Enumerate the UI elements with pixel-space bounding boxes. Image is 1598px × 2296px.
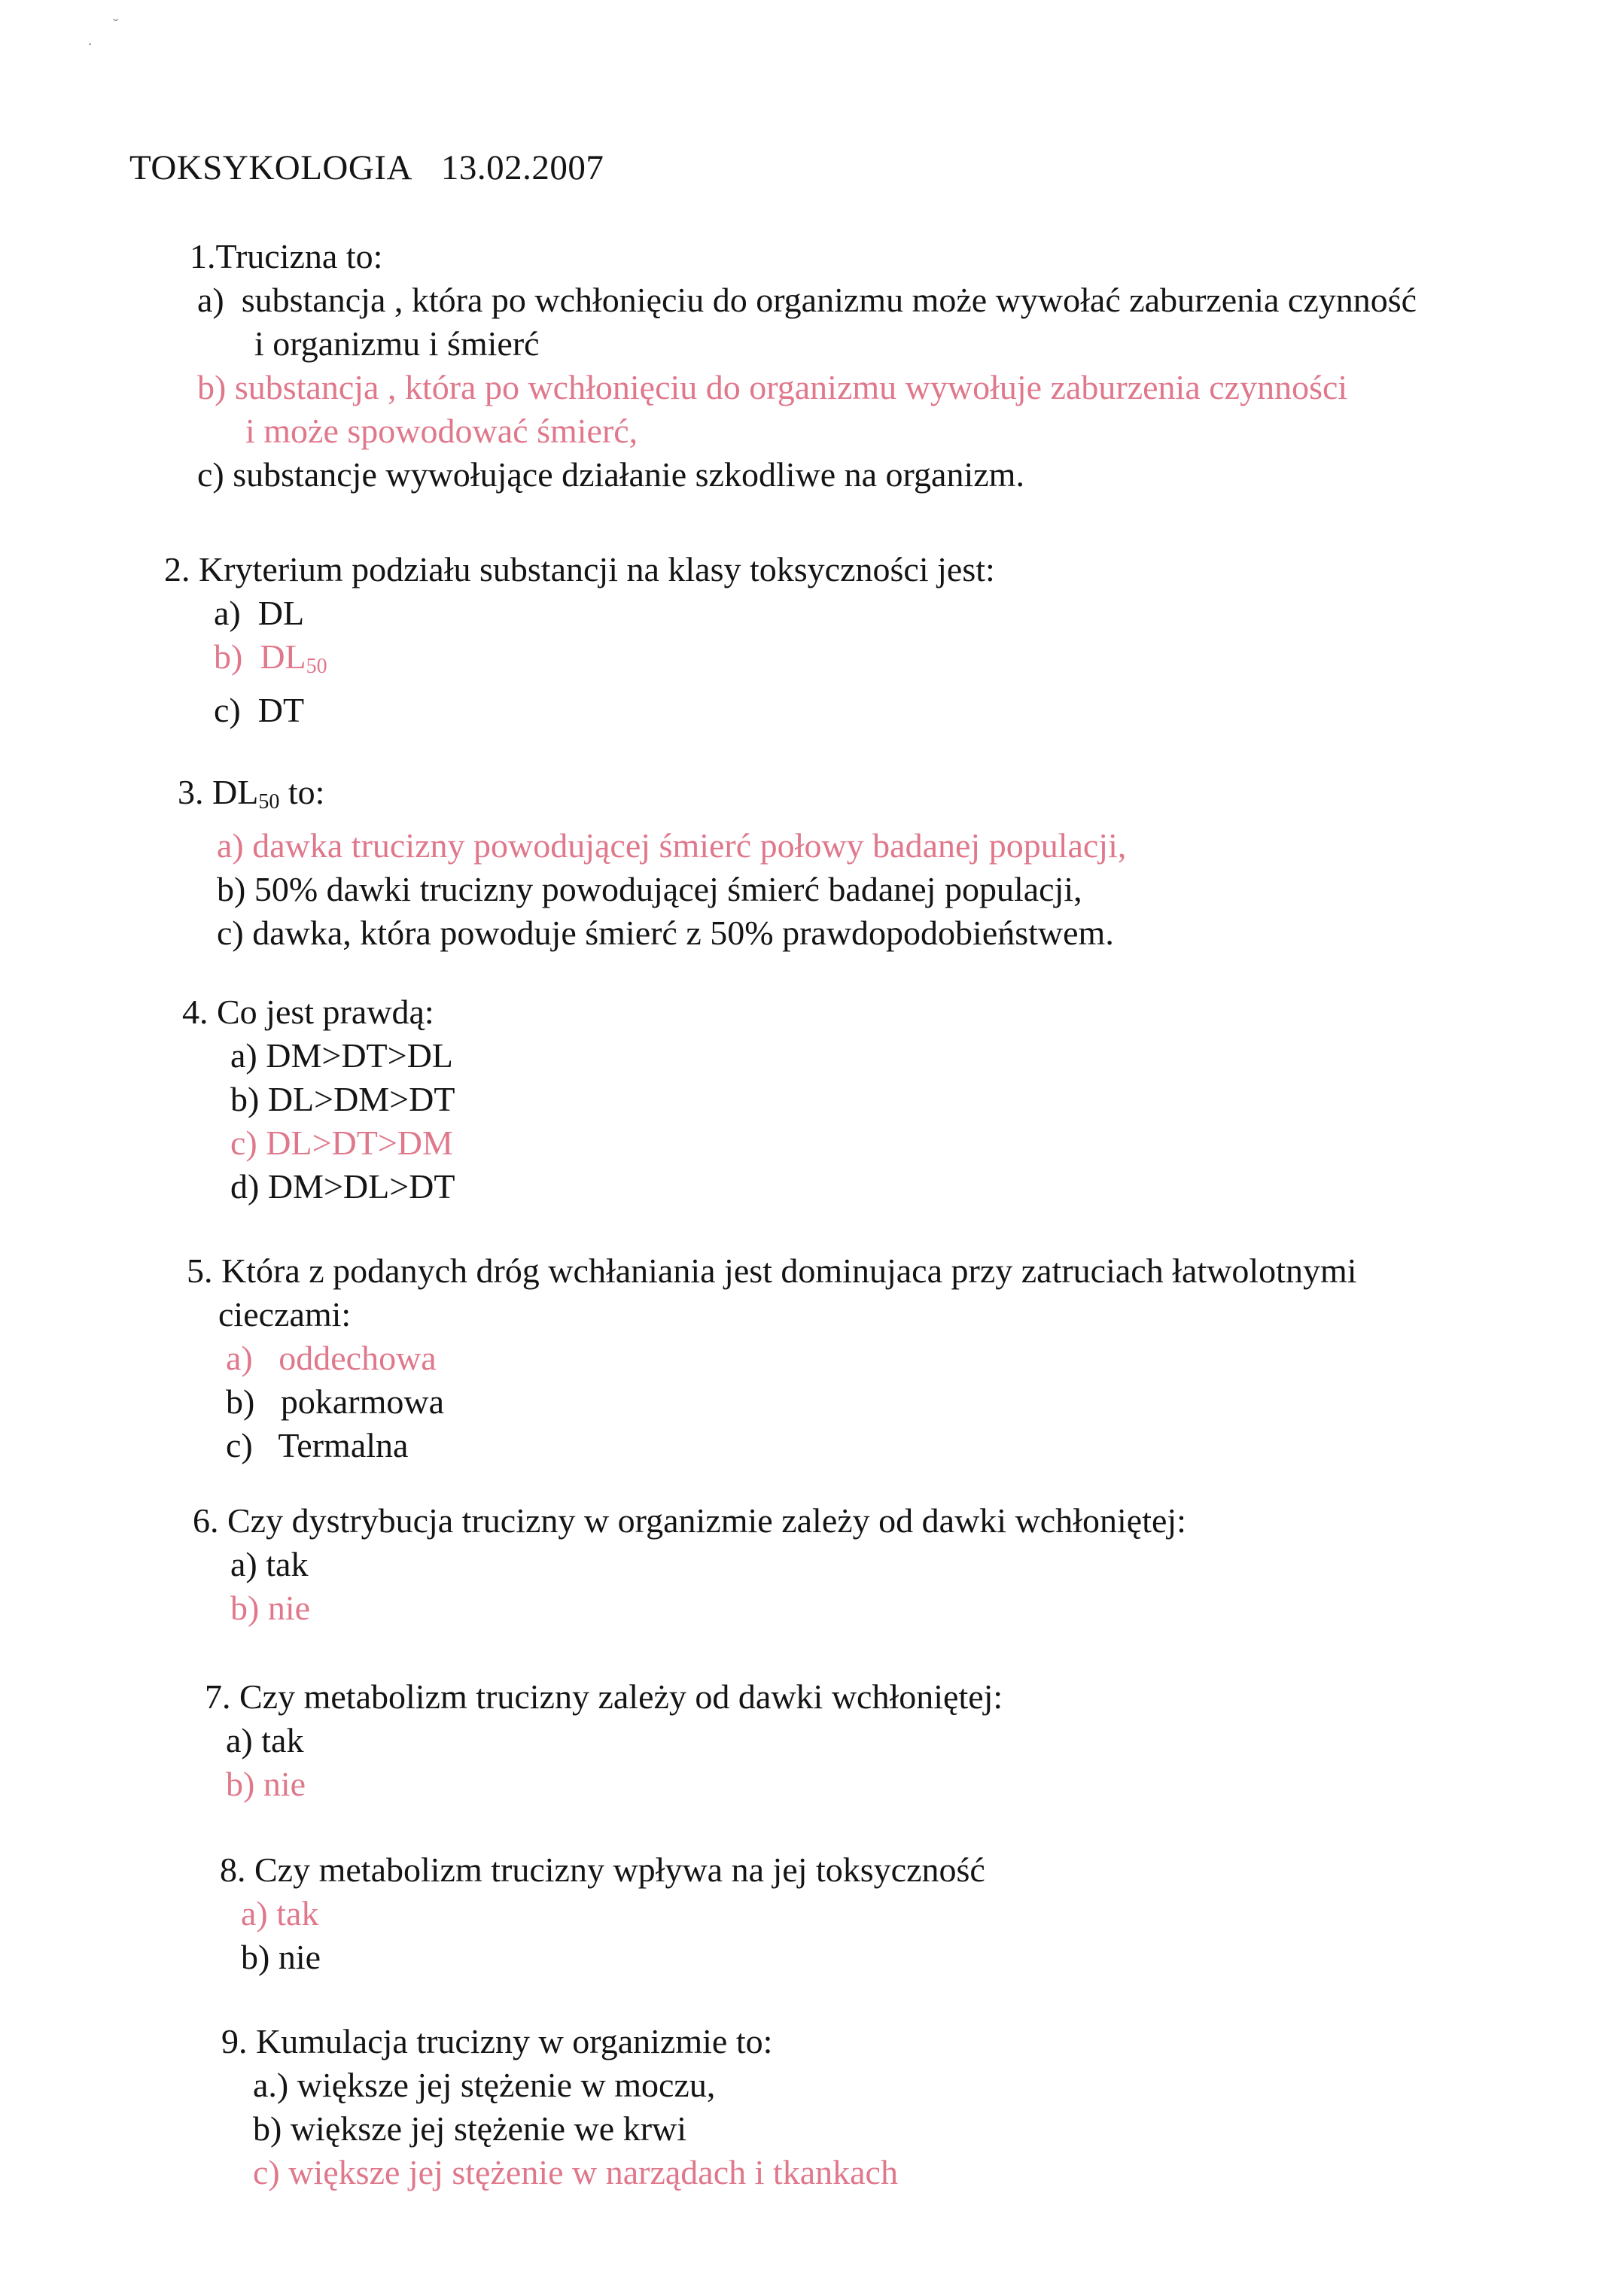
option-c-correct: c) DL>DT>DM	[230, 1124, 453, 1162]
option-c: c) DT	[214, 691, 305, 729]
question-7	[205, 1675, 1003, 1806]
option-a: a) substancja , która po wchłonięciu do organizmu może wywołać zaburzenia czynność i organizmu i śmierć	[197, 281, 1417, 363]
option-a: a) DL	[214, 594, 305, 632]
question-text: 8. Czy metabolizm trucizny wpływa na jej toksyczność	[220, 1850, 985, 1889]
question-1	[190, 235, 1417, 497]
scan-speck: ·	[87, 35, 93, 53]
question-3	[178, 771, 1126, 955]
option-b-correct: b) nie	[230, 1589, 311, 1627]
option-b-correct: b) nie	[226, 1765, 306, 1803]
option-c-correct: c) większe jej stężenie w narządach i tkankach	[253, 2153, 898, 2191]
option-b: b) pokarmowa	[226, 1382, 444, 1421]
option-a-correct: a) oddechowa	[226, 1339, 437, 1377]
exam-date: 13.02.2007	[440, 148, 604, 187]
option-c: c) substancje wywołujące działanie szkodliwe na organizm.	[197, 455, 1024, 494]
question-text-cont: cieczami:	[218, 1295, 352, 1334]
question-text: 4. Co jest prawdą:	[182, 993, 434, 1031]
option-d: d) DM>DL>DT	[230, 1167, 455, 1206]
question-9	[221, 2020, 898, 2194]
option-a: a) tak	[226, 1721, 304, 1759]
question-text: 9. Kumulacja trucizny w organizmie to:	[221, 2022, 773, 2060]
option-a: a.) większe jej stężenie w moczu,	[253, 2066, 716, 2104]
exam-header	[129, 147, 604, 188]
option-b: b) 50% dawki trucizny powodującej śmierć badanej populacji,	[217, 870, 1082, 908]
question-4	[182, 990, 455, 1209]
scan-speck: ˇ	[113, 15, 119, 34]
question-2	[164, 548, 995, 732]
question-text: 5. Która z podanych dróg wchłaniania jest dominujaca przy zatruciach łatwolotnymi	[187, 1251, 1357, 1290]
question-text: 1.Trucizna to:	[190, 237, 383, 275]
question-text: 3. $DL_{50}$ to:	[178, 773, 325, 813]
option-b: b) DL>DM>DT	[230, 1080, 455, 1118]
option-c: c) Termalna	[226, 1426, 409, 1464]
question-8	[220, 1848, 985, 1979]
option-a-correct: a) tak	[241, 1894, 319, 1933]
option-b-correct: b) substancja , która po wchłonięciu do organizmu wywołuje zaburzenia czynności i może spowodować śmierć,	[197, 368, 1348, 450]
option-c: c) dawka, która powoduje śmierć z 50% prawdopodobieństwem.	[217, 914, 1114, 952]
option-b: b) większe jej stężenie we krwi	[253, 2109, 687, 2148]
question-text: 2. Kryterium podziału substancji na klasy toksyczności jest:	[164, 550, 995, 588]
option-a-correct: a) dawka trucizny powodującej śmierć połowy badanej populacji,	[217, 826, 1127, 865]
option-b-correct: b) $DL_{50}$	[214, 637, 327, 678]
question-text: 6. Czy dystrybucja trucizny w organizmie zależy od dawki wchłoniętej:	[193, 1501, 1186, 1540]
exam-subject: TOKSYKOLOGIA	[129, 148, 412, 187]
option-a: a) tak	[230, 1545, 309, 1583]
question-5	[187, 1249, 1357, 1467]
question-6	[193, 1499, 1186, 1630]
option-a: a) DM>DT>DL	[230, 1036, 453, 1075]
option-b: b) nie	[241, 1938, 321, 1976]
question-text: 7. Czy metabolizm trucizny zależy od dawki wchłoniętej:	[205, 1677, 1003, 1716]
